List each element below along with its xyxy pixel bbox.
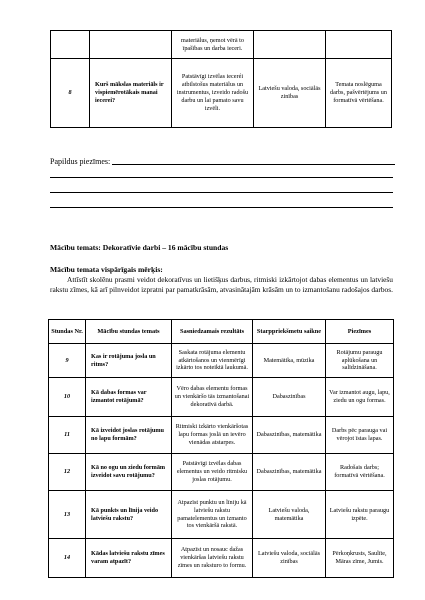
table-row	[49, 454, 394, 491]
notes-line	[50, 192, 393, 193]
lessons-table	[48, 319, 394, 578]
cell-links: Dabaszinības, matemātika	[253, 417, 326, 454]
table-row	[49, 539, 394, 578]
cell-links: Latviešu valoda, matemātika	[253, 491, 326, 539]
table-row	[51, 59, 392, 128]
cell-notes: Latviešu rakstu paraugu izpēte.	[326, 491, 394, 539]
cell-nr: 13	[49, 491, 86, 539]
cell-nr: 14	[49, 539, 86, 578]
cell-result: Ritmiski izkārto vienkāršotas lapu formas joslā un ievēro vienādas atstarpes.	[172, 417, 253, 454]
table-row	[49, 344, 394, 378]
cell-nr: 10	[49, 378, 86, 417]
cell-theme	[90, 31, 172, 59]
cell-theme: Kā dabas formas var izmantot rotājumā?	[86, 378, 172, 417]
cell-links: Dabaszinības, matemātika	[253, 454, 326, 491]
cell-links: Dabaszinības	[253, 378, 326, 417]
cell-result: Saskata rotājuma elementu atkārtošanos un vienmērīgi izkārto tos noteiktā laukumā.	[172, 344, 253, 378]
notes-line	[50, 207, 393, 208]
cell-notes: Rotājumu paraugu aplūkošana un salīdzināšana.	[326, 344, 394, 378]
topic-heading: Mācību temats: Dekoratīvie darbi – 16 mācību stundas	[50, 243, 229, 252]
notes-line	[112, 156, 395, 165]
cell-nr	[51, 31, 90, 59]
cell-notes: Temata noslēguma darbs, pašvērtējums un formatīvā vērtēšana.	[326, 59, 392, 128]
header-nr: Stundas Nr.	[49, 320, 86, 344]
cell-links	[254, 31, 326, 59]
cell-notes: Darbs pēc parauga vai vērojot īstas lapas.	[326, 417, 394, 454]
cell-theme: Kā no ogu un ziedu formām izveidot savu rotājumu?	[86, 454, 172, 491]
table-row	[49, 491, 394, 539]
table-header-row	[49, 320, 394, 344]
cell-result: Vēro dabas elementu formas un vienkāršo tās izmantošanai dekoratīvā darbā.	[172, 378, 253, 417]
goal-text: Attīstīt skolēnu prasmi veidot dekoratīvus un lietišķus darbus, ritmiski izkārtojot dabas elementus un latviešu rakstu zīmes, kā arī pilnveidot izpratni par pamatkrāsām, atvasinātajām krāsām un to izmantošanu radošajos darbos.	[50, 275, 393, 294]
cell-nr: 11	[49, 417, 86, 454]
cell-links: Matemātika, mūzika	[253, 344, 326, 378]
cell-nr: 12	[49, 454, 86, 491]
cell-notes	[326, 31, 392, 59]
cell-nr: 9	[49, 344, 86, 378]
header-theme: Mācību stundas temats	[86, 320, 172, 344]
cell-result: Atpazīst un nosauc dažas vienkāršas latviešu rakstu zīmes un raksturo to formu.	[172, 539, 253, 578]
cell-theme: Kādas latviešu rakstu zīmes varam atpazīt?	[86, 539, 172, 578]
cell-theme: Kas ir rotājuma josla un ritms?	[86, 344, 172, 378]
cell-links: Latviešu valoda, sociālās zinības	[254, 59, 326, 128]
header-links: Starppriekšmetu saikne	[253, 320, 326, 344]
cell-links: Latviešu valoda, sociālās zinības	[253, 539, 326, 578]
cell-theme: Kurš mākslas materiāls ir vispiemērotākais manai iecerei?	[90, 59, 172, 128]
table-row	[49, 417, 394, 454]
continuation-table	[50, 30, 392, 128]
cell-notes: Pērkoņkrusts, Saulīte, Māras zīme, Jumis.	[326, 539, 394, 578]
cell-theme: Kā izveidot joslas rotājumu no lapu formām?	[86, 417, 172, 454]
notes-label: Papildus piezīmes:	[50, 157, 111, 166]
table-row	[51, 31, 392, 59]
cell-content: Patstāvīgi izvēlas ieceréi atbilstošus materiālus un instrumentus, izveido radošu darbu un lai pamato savu izvēli.	[172, 59, 254, 128]
header-result: Sasniedzamais rezultāts	[172, 320, 253, 344]
notes-section	[50, 156, 395, 166]
cell-notes: Radošais darbs; formatīvā vērtēšana.	[326, 454, 394, 491]
cell-result: Patstāvīgi izvēlas dabas elementus un veido ritmisku joslas rotājumu.	[172, 454, 253, 491]
cell-theme: Kā punkts un līnija veido latviešu rakstu?	[86, 491, 172, 539]
notes-line	[50, 177, 393, 178]
cell-notes: Var izmantot augu, lapu, ziedu un ogu formas.	[326, 378, 394, 417]
goal-heading: Mācību temata vispārīgais mērķis:	[50, 265, 163, 274]
header-notes: Piezīmes	[326, 320, 394, 344]
cell-result: Atpazīst punktu un līniju kā latviešu rakstu pamatelementus un izmanto tos vienkāršā rakstā.	[172, 491, 253, 539]
cell-content: materiālus, ņemot vērā to īpašības un darba ieceri.	[172, 31, 254, 59]
table-row	[49, 378, 394, 417]
cell-nr: 8	[51, 59, 90, 128]
